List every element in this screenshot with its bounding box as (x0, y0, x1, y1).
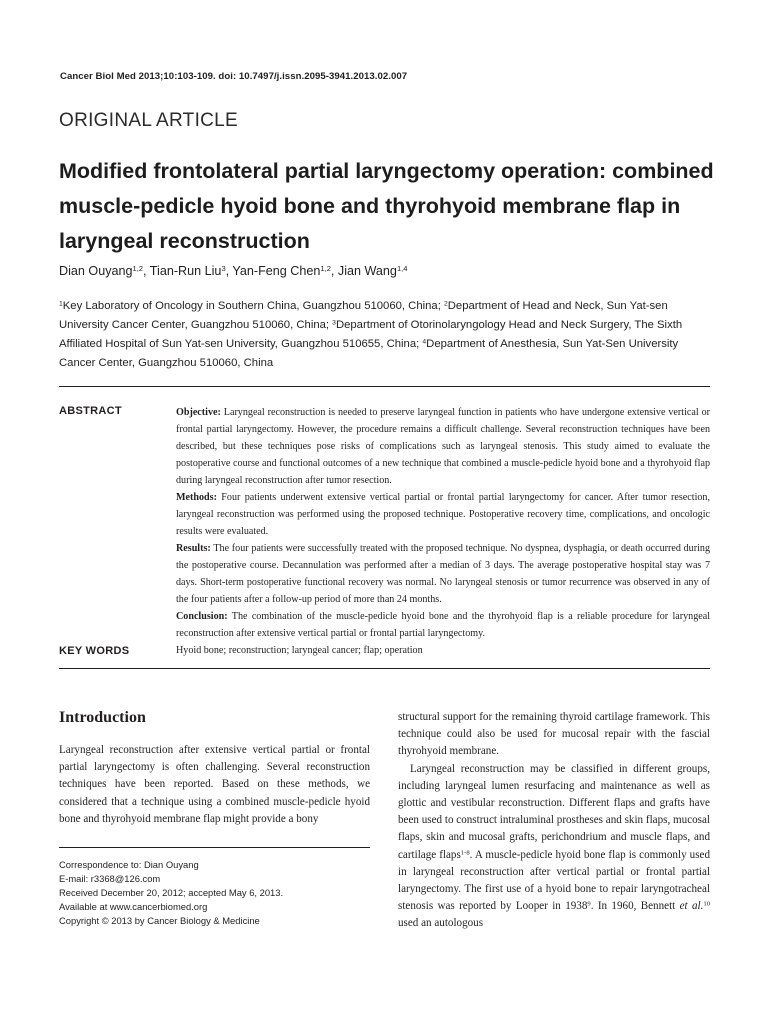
affiliation: Department of Anesthesia, Sun Yat-Sen University Cancer Center, Guangzhou 510060, China (59, 338, 679, 369)
methods-text: Four patients underwent extensive vertical partial or frontal partial laryngectomy for cancer. After tumor resection, laryngeal reconstruction was performed using the proposed technique. Postoperative recovery time, complications, and oncologic results were evaluated. (176, 492, 710, 537)
author-name: Dian Ouyang (59, 264, 133, 278)
abstract-top-rule (59, 386, 710, 387)
correspondence-line: Correspondence to: Dian Ouyang (59, 859, 199, 870)
author-affil-ref: 3 (221, 263, 226, 273)
affiliation: Department of Head and Neck, Sun Yat-sen University Cancer Center, Guangzhou 510060, China; (59, 300, 668, 331)
intro-text: . In 1960, Bennett (590, 900, 680, 913)
received-line: Received December 20, 2012; accepted May 6, 2013. (59, 887, 284, 898)
section-label: ORIGINAL ARTICLE (59, 110, 239, 131)
keywords-label: KEY WORDS (59, 645, 130, 657)
intro-right-column (398, 709, 710, 933)
author-name: Yan-Feng Chen (232, 264, 321, 278)
citation-ref: 9 (587, 900, 591, 908)
author-name: Jian Wang (337, 264, 397, 278)
footnote-rule (59, 847, 370, 848)
affiliations (59, 297, 711, 373)
results-text: The four patients were successfully treated with the proposed technique. No dyspnea, dysphagia, or death occurred during the postoperative course. Decannulation was performed after a median of 3 days. The average postoperative hospital stay was 7 days. Short-term postoperative functional recovery was normal. No laryngeal stenosis or tumor recurrence was observed in any of the four patients after a follow-up period of more than 24 months. (176, 543, 710, 605)
section-heading-introduction: Introduction (59, 709, 146, 726)
email-line: E-mail: r3368@126.com (59, 873, 161, 884)
citation-line: Cancer Biol Med 2013;10:103-109. doi: 10.7497/j.issn.2095-3941.2013.02.007 (60, 71, 408, 82)
author-name: Tian-Run Liu (149, 264, 222, 278)
author-affil-ref: 1,2 (320, 263, 331, 273)
keywords-text: Hyoid bone; reconstruction; laryngeal cancer; flap; operation (176, 645, 423, 656)
objective-label: Objective: (176, 407, 221, 418)
affil-number: 4 (422, 338, 427, 346)
objective-text: Laryngeal reconstruction is needed to preserve laryngeal function in patients who have undergone extensive vertical or frontal partial laryngectomy. However, the procedure remains a difficult challenge. Several reconstruction techniques have been described, but these techniques pose risks of complications such as laryngeal stenosis. This study aimed to evaluate the postoperative course and functional outcomes of a new technique that combined a muscle-pedicle hyoid bone and a thyrohyoid flap during laryngeal reconstruction after tumor resection. (176, 407, 710, 486)
abstract-conclusion (176, 608, 710, 642)
available-line: Available at www.cancerbiomed.org (59, 901, 208, 912)
author-affil-ref: 1,4 (396, 263, 408, 273)
abstract-methods (176, 489, 710, 540)
abstract-body (176, 404, 710, 642)
author-affil-ref: 1,2 (132, 263, 144, 273)
affil-number: 2 (443, 300, 448, 308)
intro-paragraph: structural support for the remaining thyroid cartilage framework. This technique could also be used for mucosal repair with the fascial thyrohyoid membrane. (398, 711, 710, 758)
affil-number: 1 (59, 300, 63, 308)
conclusion-text: The combination of the muscle-pedicle hyoid bone and the thyrohyoid flap is a reliable procedure for laryngeal reconstruction after extensive vertical partial or frontal partial laryngectomy. (176, 611, 711, 639)
intro-text: Laryngeal reconstruction may be classified in different groups, including laryngeal lumen resurfacing and maintenance as well as glottic and vestibular reconstruction. Different flaps and grafts have been used to construct intraluminal prostheses and skin flaps, mucosal flaps, skin and mucosal grafts, perichondrium and muscle flaps, and cartilage flaps (398, 762, 710, 861)
article-title: Modified frontolateral partial laryngectomy operation: combined muscle-pedicle hyoid bone and thyrohyoid membrane flap in laryngeal reconstruction (59, 159, 714, 253)
affiliation: Key Laboratory of Oncology in Southern China, Guangzhou 510060, China; (62, 300, 444, 312)
abstract-label: ABSTRACT (59, 405, 122, 417)
abstract-bottom-rule (59, 668, 710, 669)
intro-left-column: Laryngeal reconstruction after extensive vertical partial or frontal partial laryngectomy is often challenging. Several reconstruction techniques have been reported. Based on these methods, we considered that a technique using a combined muscle-pedicle hyoid bone and thyrohyoid membrane flap might provide a bony (59, 744, 370, 825)
abstract-results (176, 540, 710, 608)
abstract-objective (176, 404, 710, 489)
conclusion-label: Conclusion: (176, 611, 228, 622)
author-list: Dian Ouyang$^{1,2}$, Tian-Run Liu$^3$, Yan-Feng Chen$^{1,2}$, Jian Wang$^{1,4}$ (59, 263, 408, 278)
methods-label: Methods: (176, 492, 217, 503)
footnotes (59, 858, 283, 928)
affil-number: 3 (332, 319, 336, 327)
intro-paragraph (398, 761, 710, 933)
et-al: et al. (679, 900, 704, 913)
citation-ref: 10 (703, 900, 711, 908)
citation-ref: 1-8 (460, 848, 470, 856)
results-label: Results: (176, 543, 211, 554)
affiliation: Department of Otorinolaryngology Head and Neck Surgery, The Sixth Affiliated Hospital of Sun Yat-sen University, Guangzhou 510655, China; (59, 319, 683, 350)
intro-text: . A muscle-pedicle hyoid bone flap is commonly used in laryngeal reconstruction after vertical partial or frontal partial laryngectomy. The first use of a hyoid bone to repair laryngotracheal stenosis was reported by Looper in 1938 (398, 848, 710, 913)
intro-text: used an autologous (398, 917, 484, 930)
copyright-line: Copyright © 2013 by Cancer Biology & Medicine (59, 915, 260, 926)
